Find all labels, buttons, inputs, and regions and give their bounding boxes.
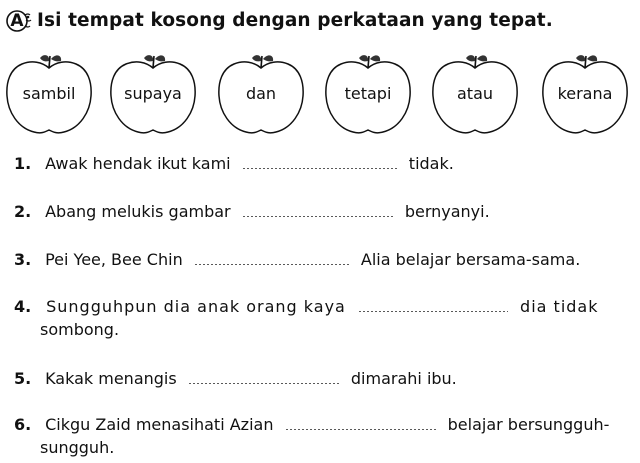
question-number: 1.: [14, 154, 32, 173]
question-6: [14, 415, 609, 434]
word-apple-sambil: [4, 52, 94, 136]
word-apple-kerana: [540, 52, 630, 136]
word-label: atau: [456, 84, 494, 103]
question-text-after: dia tidak: [520, 297, 599, 316]
answer-blank[interactable]: [358, 300, 508, 312]
word-label: sambil: [22, 84, 76, 103]
question-text-before: Sungguhpun dia anak orang kaya: [46, 297, 346, 316]
question-number: 3.: [14, 250, 32, 269]
word-apple-dan: [216, 52, 306, 136]
question-text-after: belajar bersungguh-: [447, 415, 610, 434]
answer-blank[interactable]: [285, 418, 437, 430]
word-label: tetapi: [344, 84, 392, 103]
question-text-after: Alia belajar bersama-sama.: [360, 250, 581, 269]
question-number: 2.: [14, 202, 32, 221]
question-number: 4.: [14, 297, 32, 316]
word-apple-atau: [430, 52, 520, 136]
word-apple-supaya: [108, 52, 198, 136]
question-3: [14, 250, 580, 269]
question-number: 6.: [14, 415, 32, 434]
answer-blank[interactable]: [188, 372, 340, 384]
answer-blank[interactable]: [194, 253, 350, 265]
word-label: supaya: [124, 84, 182, 103]
question-text-before: Cikgu Zaid menasihati Azian: [45, 415, 274, 434]
question-4: [14, 297, 598, 316]
question-text-before: Pei Yee, Bee Chin: [45, 250, 183, 269]
word-label: dan: [245, 84, 277, 103]
question-text-before: Abang melukis gambar: [45, 202, 231, 221]
answer-blank[interactable]: [242, 205, 394, 217]
question-text-after: bernyanyi.: [404, 202, 490, 221]
question-6-continuation: sungguh.: [40, 438, 115, 457]
instruction-text: Isi tempat kosong dengan perkataan yang tepat.: [37, 10, 553, 31]
question-5: [14, 369, 457, 388]
word-label: kerana: [557, 84, 613, 103]
question-4-continuation: sombong.: [40, 320, 120, 339]
question-1: [14, 154, 454, 173]
question-text-after: tidak.: [408, 154, 454, 173]
question-2: [14, 202, 490, 221]
word-apple-tetapi: [323, 52, 413, 136]
question-number: 5.: [14, 369, 32, 388]
question-text-after: dimarahi ibu.: [350, 369, 457, 388]
section-letter: A: [10, 11, 24, 31]
answer-blank[interactable]: [242, 157, 398, 169]
word-bank: [0, 52, 640, 136]
question-text-before: Awak hendak ikut kami: [45, 154, 231, 173]
question-text-before: Kakak menangis: [45, 369, 177, 388]
